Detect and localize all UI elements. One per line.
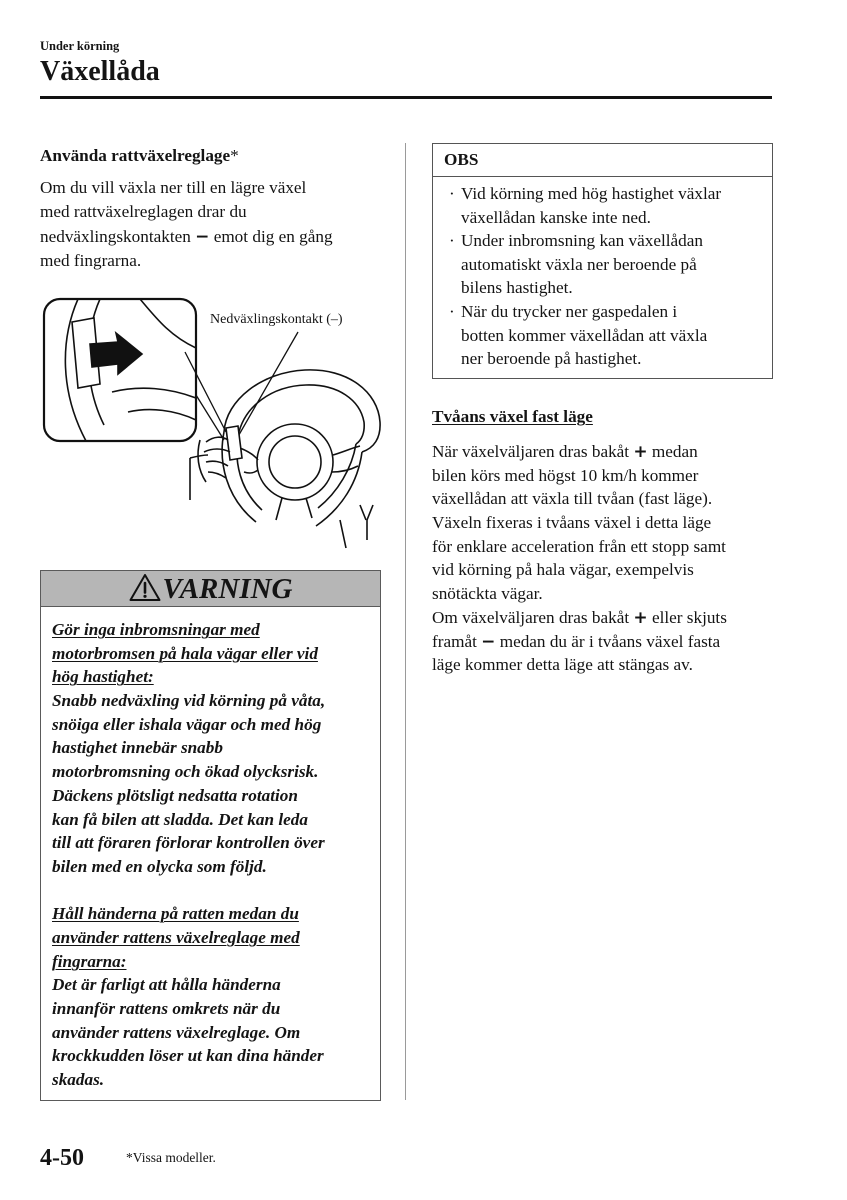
footnote: *Vissa modeller. — [126, 1150, 216, 1165]
warning-body-line: snöiga eller ishala vägar och med hög — [52, 714, 322, 734]
title-rule — [40, 96, 772, 99]
warning-body-line: krockkudden löser ut kan dina händer — [52, 1046, 324, 1066]
minus-symbol: − — [195, 226, 210, 247]
note-title: OBS — [444, 150, 479, 169]
column-divider — [405, 143, 406, 1100]
paragraph-line — [432, 630, 727, 654]
inset-connector — [185, 352, 226, 432]
inset-spoke-lower — [128, 410, 196, 420]
warning-header — [41, 571, 380, 607]
bullet-dot: · — [449, 184, 455, 203]
page-title: Växellåda — [40, 56, 160, 87]
page-number: 4-50 — [40, 1145, 84, 1171]
warning-title: VARNING — [162, 572, 293, 605]
intro-line — [40, 225, 333, 249]
warning-text — [52, 618, 325, 1092]
warning-body-line: motorbromsning och ökad olycksrisk. — [52, 762, 319, 782]
note-item-line: automatiskt växla ner beroende på — [461, 254, 697, 274]
note-item-line — [449, 182, 721, 206]
section-label: Under körning — [40, 39, 120, 53]
usage-intro — [40, 176, 333, 273]
paragraph-text: eller skjuts — [647, 607, 727, 627]
note-item-line — [449, 300, 721, 324]
intro-line: Om du vill växla ner till en lägre växel — [40, 178, 307, 197]
note-text: När du trycker ner gaspedalen i — [461, 301, 678, 321]
wheel-rim-inner — [238, 385, 364, 444]
inset-rim-top — [140, 299, 196, 348]
paragraph-line — [432, 606, 727, 630]
intro-text: nedväxlingskontakten — [40, 226, 196, 246]
note-item-line: botten kommer växellådan att växla — [461, 325, 708, 345]
paragraph-line: bilen körs med högst 10 km/h kommer — [432, 465, 699, 485]
wheel-spoke-bottom — [276, 498, 312, 520]
paragraph-text: framåt — [432, 631, 482, 651]
second-gear-text — [432, 440, 727, 677]
usage-heading-text: Använda rattväxelreglage — [40, 146, 231, 165]
warning-heading-line: Gör inga inbromsningar med — [52, 620, 260, 639]
warning-body-line: kan få bilen att sladda. Det kan leda — [52, 809, 308, 829]
warning-heading-line: motorbromsen på hala vägar eller vid — [52, 643, 318, 663]
intro-line: med fingrarna. — [40, 250, 142, 270]
note-header — [433, 144, 772, 177]
warning-body-line: till att föraren förlorar kontrollen över — [52, 833, 325, 853]
wheel-spoke-right — [332, 446, 360, 472]
note-item-line: bilens hastighet. — [461, 278, 573, 298]
note-list — [449, 182, 721, 371]
paragraph-spacer — [52, 879, 325, 903]
paragraph-line: Växeln fixeras i tvåans växel i detta läge — [432, 513, 712, 533]
second-gear-heading: Tvåans växel fast läge — [432, 407, 593, 426]
warning-body-line: skadas. — [52, 1070, 105, 1090]
inset-spoke-upper — [112, 388, 196, 398]
steering-column — [340, 505, 373, 548]
minus-symbol: − — [481, 631, 496, 652]
note-text: Vid körning med hög hastighet växlar — [461, 184, 722, 203]
wheel-hub-inner — [269, 436, 321, 488]
paragraph-line: för enklare acceleration från ett stopp samt — [432, 536, 726, 556]
paragraph-line — [432, 440, 727, 464]
paragraph-line: växellådan att växla till tvåan (fast läge). — [432, 489, 713, 509]
wheel-rim-right — [316, 452, 362, 526]
steering-wheel — [190, 370, 380, 548]
warning-heading-line: Håll händerna på ratten medan du — [52, 904, 299, 924]
warning-body-line: innanför rattens omkrets när du — [52, 999, 281, 1018]
warning-body-line: hastighet innebär snabb — [52, 738, 223, 758]
model-footnote-mark: * — [230, 146, 239, 165]
note-text: Under inbromsning kan växellådan — [461, 231, 703, 251]
note-item-line: växellådan kanske inte ned. — [461, 207, 651, 227]
warning-body-line: Däckens plötsligt nedsatta rotation — [52, 785, 298, 805]
intro-line: med rattväxelreglagen drar du — [40, 202, 247, 222]
steering-wheel-illustration — [40, 290, 385, 555]
warning-body-line: Snabb nedväxling vid körning på våta, — [52, 691, 326, 711]
paragraph-text: Om växelväljaren dras bakåt — [432, 607, 634, 627]
paragraph-text: När växelväljaren dras bakåt — [432, 442, 634, 461]
warning-heading-line: använder rattens växelreglage med — [52, 927, 300, 947]
paragraph-text: medan — [647, 442, 698, 461]
warning-body-line: Det är farligt att hålla händerna — [52, 975, 281, 995]
detail-inset — [44, 299, 196, 441]
bullet-dot: · — [449, 231, 455, 251]
wheel-rim-outer — [224, 370, 380, 452]
plus-symbol: + — [633, 607, 648, 628]
plus-symbol: + — [633, 442, 648, 462]
warning-body-line: använder rattens växelreglage. Om — [52, 1022, 301, 1042]
figure-callout-label: Nedväxlingskontakt (–) — [210, 312, 343, 327]
paragraph-line: läge kommer detta läge att stängas av. — [432, 655, 693, 675]
warning-heading-line: hög hastighet: — [52, 667, 154, 687]
note-item-line: ner beroende på hastighet. — [461, 349, 642, 369]
bullet-dot: · — [449, 301, 455, 321]
warning-heading-line: fingrarna: — [52, 951, 127, 971]
note-item-line — [449, 229, 721, 253]
warning-triangle-icon — [129, 573, 161, 602]
paragraph-line: snötäckta vägar. — [432, 584, 543, 604]
intro-text: emot dig en gång — [209, 226, 333, 246]
paragraph-line: vid körning på hala vägar, exempelvis — [432, 560, 694, 580]
warning-body-line: bilen med en olycka som följd. — [52, 856, 267, 876]
paragraph-text: medan du är i tvåans växel fasta — [495, 631, 721, 651]
wheel-spoke-left — [240, 448, 258, 473]
usage-heading — [40, 144, 239, 168]
